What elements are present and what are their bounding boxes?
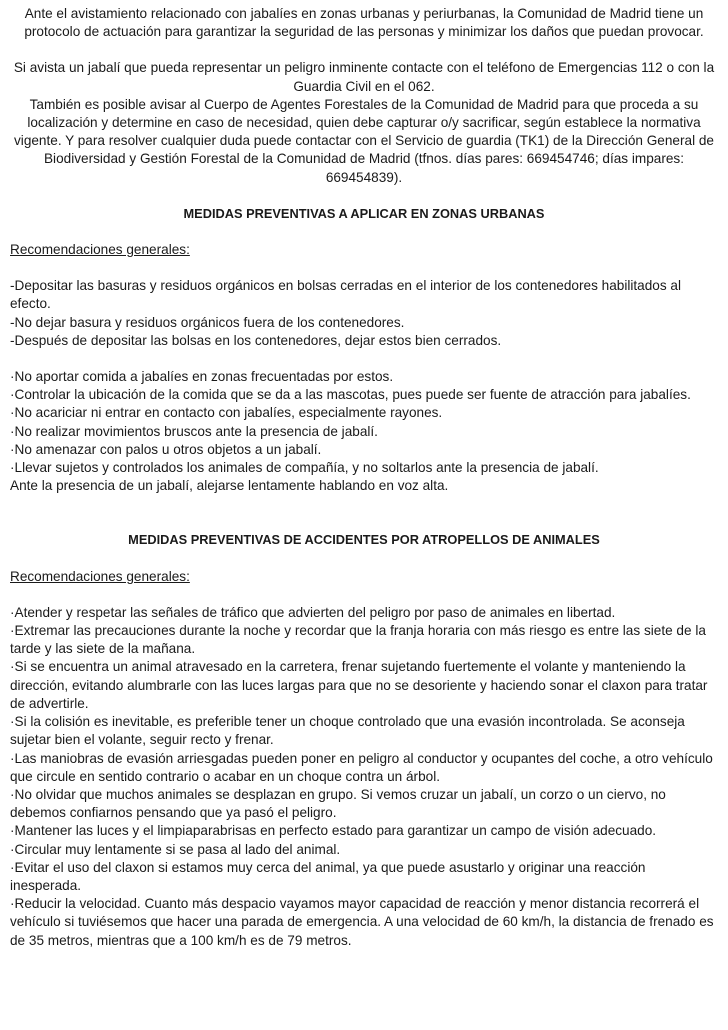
list-item: ·No olvidar que muchos animales se desplazan en grupo. Si vemos cruzar un jabalí, un corzo o un ciervo, no debemos confiarnos pensando que ya pasó el peligro. <box>10 786 666 821</box>
list-item: ·Atender y respetar las señales de tráfico que advierten del peligro por paso de animales en libertad. <box>10 604 616 620</box>
list-item: ·Controlar la ubicación de la comida que se da a las mascotas, pues puede ser fuente de atracción para jabalíes. <box>10 387 691 403</box>
list-item: ·No realizar movimientos bruscos ante la presencia de jabalí. <box>10 423 378 439</box>
intro-paragraph-2: Si avista un jabalí que pueda representar un peligro inminente contacte con el teléfono de Emergencias 112 o con la Guardia Civil en el 062. <box>13 60 715 94</box>
list-item: -No dejar basura y residuos orgánicos fuera de los contenedores. <box>10 314 405 330</box>
list-item: ·Evitar el uso del claxon si estamos muy cerca del animal, ya que puede asustarlo y originar una reacción inesperada. <box>10 859 646 893</box>
list-item: ·Llevar sujetos y controlados los animales de compañía, y no soltarlos ante la presencia de jabalí. <box>10 460 599 476</box>
list-item: ·Reducir la velocidad. Cuanto más despacio vayamos mayor capacidad de reacción y menor distancia recorrerá el vehículo si tuviésemos que hacer una parada de emergencia. A una velocidad de 60 km/h, la distancia de frenado es de 35 metros, mientras que a 100 km/h es de 79 metros. <box>10 896 714 948</box>
list-item: ·No acariciar ni entrar en contacto con jabalíes, especialmente rayones. <box>10 405 443 421</box>
list-item: ·Extremar las precauciones durante la noche y recordar que la franja horaria con más riesgo es entre las siete de la tarde y las siete de la mañana. <box>10 623 706 657</box>
list-item: ·Si se encuentra un animal atravesado en la carretera, frenar sujetando fuertemente el volante y manteniendo la dirección, evitando alumbrarle con las luces largas para que no se desoriente y haciendo sonar el claxon para tratar de advertirle. <box>10 659 708 711</box>
section-accidents-subheading: Recomendaciones generales: <box>10 568 190 584</box>
list-item: ·Circular muy lentamente si se pasa al lado del animal. <box>10 841 341 857</box>
section-urban-subheading: Recomendaciones generales: <box>10 242 190 258</box>
list-item: ·No amenazar con palos u otros objetos a un jabalí. <box>10 441 322 457</box>
list-item: ·No aportar comida a jabalíes en zonas frecuentadas por estos. <box>10 369 394 385</box>
accidents-list <box>10 604 718 950</box>
intro-paragraph-1: Ante el avistamiento relacionado con jabalíes en zonas urbanas y periurbanas, la Comunidad de Madrid tiene un protocolo de actuación para garantizar la seguridad de las personas y minimizar los daños que puedan provocar. <box>24 6 704 40</box>
list-item: ·Mantener las luces y el limpiaparabrisas en perfecto estado para garantizar un campo de visión adecuado. <box>10 823 657 839</box>
intro-paragraph-3: También es posible avisar al Cuerpo de Agentes Forestales de la Comunidad de Madrid para que proceda a su localización y determine en caso de necesidad, quien debe capturar o/y sacrificar, según establece la normativa vigente. Y para resolver cualquier duda puede contactar con el Servicio de guardia (TK1) de la Dirección General de Biodiversidad y Gestión Forestal de la Comunidad de Madrid (tfnos. días pares: 669454746; días impares: 669454839). <box>14 96 714 185</box>
urban-list-group-a <box>10 277 718 350</box>
intro-section <box>10 5 718 187</box>
list-item: ·Las maniobras de evasión arriesgadas pueden poner en peligro al conductor y ocupantes del coche, a otro vehículo que circule en sentido contrario o acabar en un choque contra un árbol. <box>10 750 713 784</box>
list-item: ·Si la colisión es inevitable, es preferible tener un choque controlado que una evasión incontrolada. Se aconseja sujetar bien el volante, seguir recto y frenar. <box>10 714 685 748</box>
urban-list-group-b <box>10 368 718 495</box>
list-item: -Depositar las basuras y residuos orgánicos en bolsas cerradas en el interior de los contenedores habilitados al efecto. <box>10 278 681 312</box>
list-item: -Después de depositar las bolsas en los contenedores, dejar estos bien cerrados. <box>10 332 502 348</box>
section-urban-heading: MEDIDAS PREVENTIVAS A APLICAR EN ZONAS URBANAS <box>183 205 545 221</box>
section-accidents-heading: MEDIDAS PREVENTIVAS DE ACCIDENTES POR ATROPELLOS DE ANIMALES <box>128 532 600 548</box>
list-item: Ante la presencia de un jabalí, alejarse lentamente hablando en voz alta. <box>10 478 449 494</box>
